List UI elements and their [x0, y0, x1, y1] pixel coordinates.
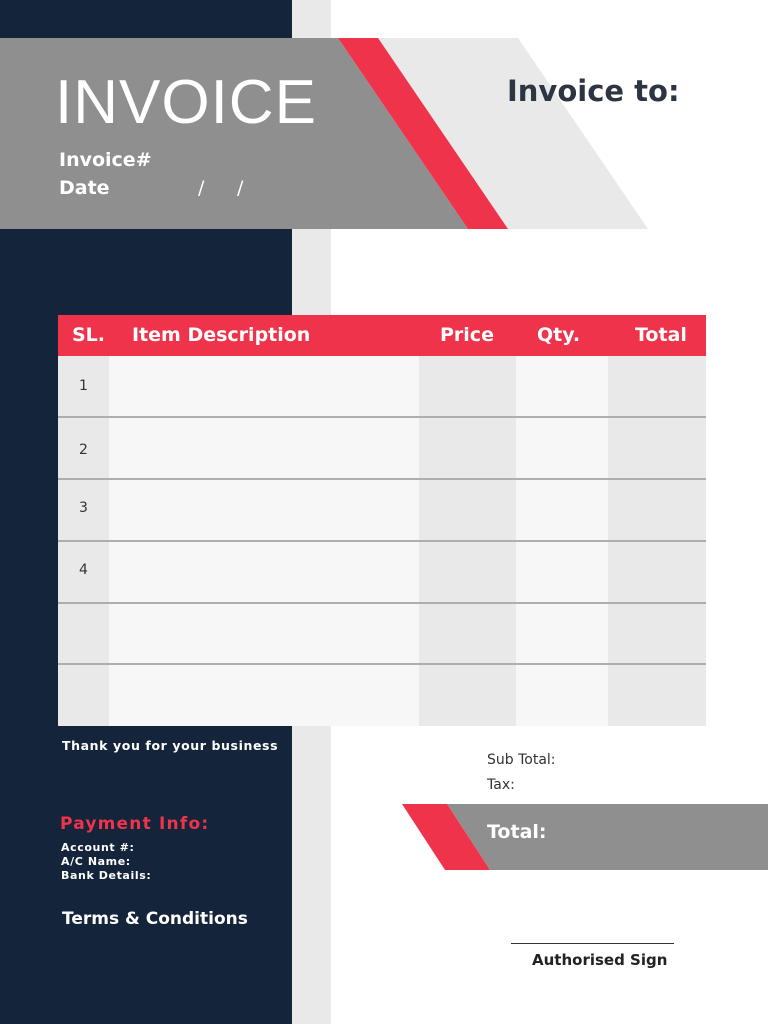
column-header-price: Price — [440, 324, 494, 346]
row-number: 1 — [79, 378, 88, 394]
payment-info-title: Payment Info: — [60, 814, 210, 834]
total-banner — [402, 804, 768, 870]
row-divider — [58, 602, 706, 604]
row-number: 4 — [79, 562, 88, 578]
account-name-label: A/C Name: — [61, 855, 131, 868]
row-divider — [58, 478, 706, 480]
column-header-qty: Qty. — [537, 324, 581, 346]
authorised-sign-label: Authorised Sign — [532, 951, 668, 969]
row-number: 3 — [79, 500, 88, 516]
terms-and-conditions: Terms & Conditions — [62, 909, 248, 929]
row-divider — [58, 416, 706, 418]
items-table — [58, 315, 706, 726]
column-header-total: Total — [635, 324, 687, 346]
invoice-title: INVOICE — [55, 68, 317, 137]
subtotal-label: Sub Total: — [487, 752, 556, 768]
bank-details-label: Bank Details: — [61, 869, 152, 882]
column-header-sl: SL. — [72, 324, 106, 346]
invoice-number-label: Invoice# — [59, 149, 152, 171]
date-label: Date — [59, 177, 110, 199]
signature-line — [511, 943, 674, 944]
row-number: 2 — [79, 442, 88, 458]
tax-label: Tax: — [487, 777, 515, 793]
column-header-description: Item Description — [132, 324, 311, 346]
thank-you-note: Thank you for your business — [62, 738, 279, 753]
row-divider — [58, 663, 706, 665]
total-label: Total: — [487, 821, 547, 843]
date-separator: / — [237, 177, 244, 199]
date-separator: / — [198, 177, 205, 199]
account-number-label: Account #: — [61, 841, 135, 854]
row-divider — [58, 540, 706, 542]
invoice-to-label: Invoice to: — [507, 74, 680, 108]
